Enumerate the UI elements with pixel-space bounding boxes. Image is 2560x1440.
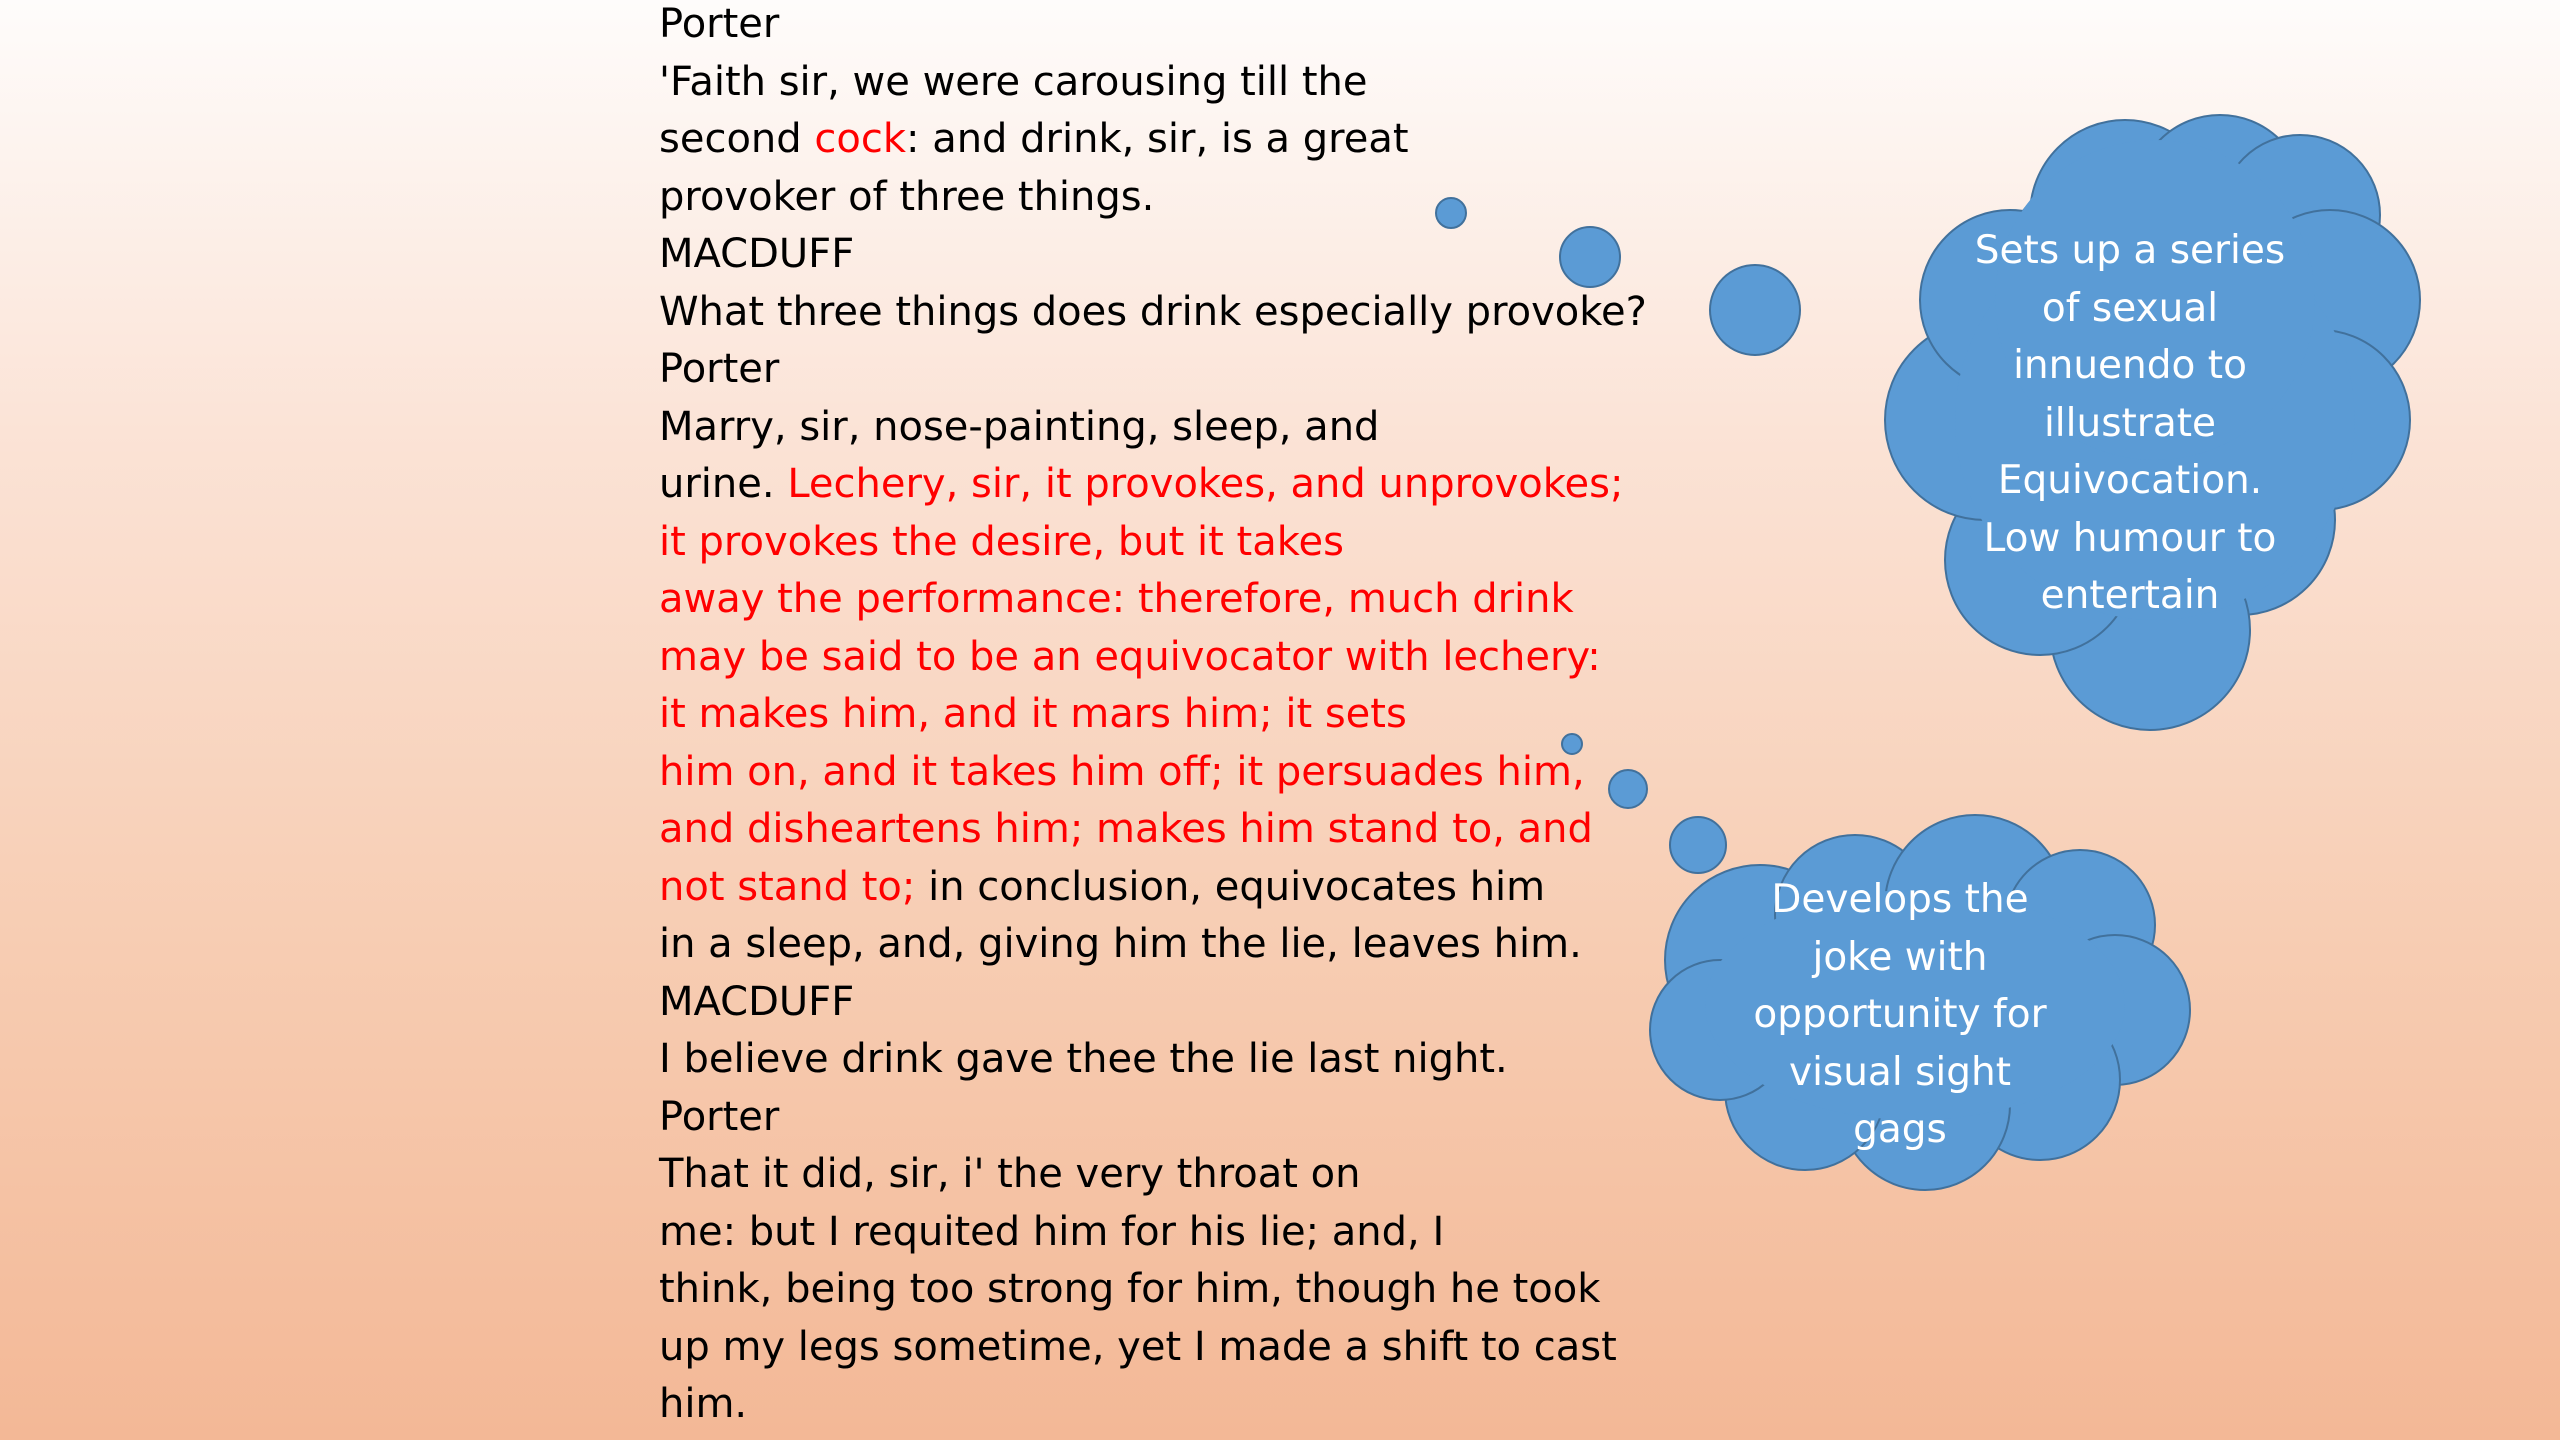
cloud2-annotation <box>1650 871 2150 1159</box>
script-line <box>659 169 1659 227</box>
script-text: up my legs sometime, yet I made a shift to cast <box>659 1323 1617 1370</box>
script-line <box>659 571 1659 629</box>
script-line <box>659 916 1659 974</box>
cloud1-text-line: Low humour to <box>1983 515 2277 561</box>
highlighted-text: may be said to be an equivocator with lechery: <box>659 633 1601 680</box>
cloud1-text-line: innuendo to <box>2013 343 2247 388</box>
script-text: What three things does drink especially provoke? <box>659 288 1647 335</box>
script-line <box>659 111 1659 169</box>
highlighted-text: it makes him, and it mars him; it sets <box>659 691 1407 737</box>
script-text: Porter <box>659 346 780 392</box>
script-line <box>659 1146 1659 1204</box>
script-line <box>659 0 1659 54</box>
cloud1-text-line: Sets up a series <box>1974 228 2286 273</box>
script-line <box>659 744 1659 802</box>
script-text: him. <box>659 1381 748 1427</box>
highlighted-text: it provokes the desire, but it takes <box>659 518 1344 565</box>
script-text: provoker of three things. <box>659 173 1155 220</box>
script-line <box>659 399 1659 457</box>
script-text: me: but I requited him for his lie; and, I <box>659 1208 1445 1255</box>
script-text: Porter <box>659 1 780 47</box>
script-line <box>659 974 1659 1032</box>
script-line <box>659 226 1659 284</box>
cloud1-trail-bubble-large <box>1710 265 1800 355</box>
cloud2-text-line: visual sight <box>1788 1049 2011 1095</box>
highlighted-text: cock <box>814 116 906 162</box>
script-text: in conclusion, equivocates him <box>915 863 1546 910</box>
script-line <box>659 284 1659 342</box>
script-text: Marry, sir, nose-painting, sleep, and <box>659 403 1380 450</box>
script-line <box>659 514 1659 572</box>
script-line <box>659 1031 1659 1089</box>
cloud1-text-line: entertain <box>2040 573 2220 618</box>
script-line <box>659 1204 1659 1262</box>
script-text: I believe drink gave thee the lie last night. <box>659 1036 1508 1082</box>
script-line <box>659 859 1659 917</box>
highlighted-text: and disheartens him; makes him stand to, and <box>659 806 1593 852</box>
script-text: in a sleep, and, giving him the lie, leaves him. <box>659 921 1582 967</box>
script-line <box>659 686 1659 744</box>
script-text: Porter <box>659 1093 780 1140</box>
cloud2-text-line: Develops the <box>1771 877 2029 922</box>
cloud1-text-line: of sexual <box>2041 285 2219 331</box>
porter-scene-text <box>659 0 1659 1434</box>
script-text: think, being too strong for him, though he took <box>659 1266 1601 1312</box>
script-line <box>659 341 1659 399</box>
script-line <box>659 1376 1659 1434</box>
script-line <box>659 1089 1659 1147</box>
script-text: second <box>659 116 815 162</box>
cloud2-text-line: gags <box>1853 1107 1947 1152</box>
highlighted-text: away the performance: therefore, much drink <box>659 576 1574 622</box>
script-text: : and drink, sir, is a great <box>906 116 1409 162</box>
cloud2-text-line: opportunity for <box>1753 992 2047 1037</box>
script-line <box>659 629 1659 687</box>
cloud1-text-line: Equivocation. <box>1997 458 2263 503</box>
script-text: 'Faith sir, we were carousing till the <box>659 58 1368 105</box>
highlighted-text: Lechery, sir, it provokes, and unprovokes; <box>787 461 1624 507</box>
script-text: urine. <box>659 461 788 507</box>
cloud2-trail-bubble-large <box>1670 817 1726 873</box>
script-text: That it did, sir, i' the very throat on <box>659 1151 1361 1197</box>
cloud2-text-line: joke with <box>1812 934 1988 980</box>
cloud1-annotation <box>1880 222 2380 625</box>
script-line <box>659 1261 1659 1319</box>
script-text: MACDUFF <box>659 978 855 1025</box>
script-line <box>659 801 1659 859</box>
script-text: MACDUFF <box>659 231 855 277</box>
highlighted-text: not stand to; <box>659 863 916 910</box>
highlighted-text: him on, and it takes him off; it persuades him, <box>659 748 1585 795</box>
script-line <box>659 54 1659 112</box>
script-line <box>659 1319 1659 1377</box>
script-line <box>659 456 1659 514</box>
cloud1-text-line: illustrate <box>2043 400 2217 446</box>
